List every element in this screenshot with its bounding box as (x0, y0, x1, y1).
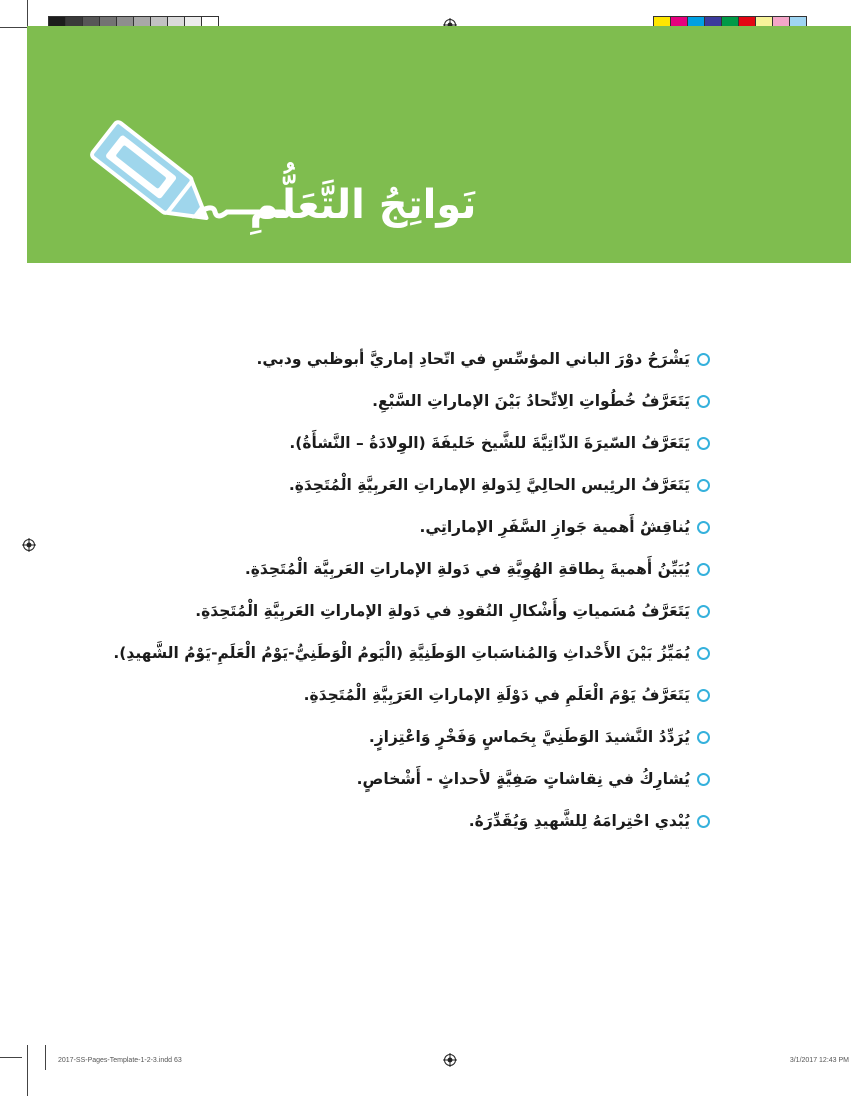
list-item (50, 716, 710, 758)
list-item (50, 338, 710, 380)
circle-bullet-icon (697, 353, 710, 366)
crop-mark (0, 1057, 22, 1058)
list-item (50, 674, 710, 716)
outcome-text: يُرَدِّدُ النَّشيدَ الوَطَنِيَّ بِحَماسٍ وَفَخْرٍ وَاعْتِزازٍ. (368, 728, 690, 746)
list-item (50, 464, 710, 506)
outcome-text: يُمَيِّزُ بَيْنَ الأَحْداثِ وَالمُناسَباتِ الوَطَنِيَّةِ (الْيَومُ الْوَطَنِيُّ-يَوْمُ الْعَلَمِ-يَوْمُ الشَّهيدِ). (113, 644, 690, 662)
outcome-text: يُناقِشُ أَهمية جَوازِ السَّفَرِ الإماراتِي. (419, 518, 690, 536)
circle-bullet-icon (697, 689, 710, 702)
page-title: نَواتِجُ التَّعَلُّمِ (249, 181, 477, 228)
outcome-text: يَتَعَرَّفُ يَوْمَ الْعَلَمِ في دَوْلَةِ الإماراتِ العَرَبِيَّةِ الْمُتَحِدَةِ. (303, 686, 690, 704)
outcome-text: يَتَعَرَّفُ خُطُواتِ الِاتِّحادُ بَيْنَ الإماراتِ السَّبْعِ. (372, 392, 690, 410)
outcome-text: يُشارِكُ في نِقاشاتٍ صَفِيَّةٍ لأحداثٍ - أَشْخاصٍ. (356, 770, 690, 788)
list-item (50, 380, 710, 422)
file-slug: 2017-SS-Pages-Template-1-2-3.indd 63 (58, 1057, 182, 1064)
circle-bullet-icon (697, 731, 710, 744)
list-item (50, 422, 710, 464)
circle-bullet-icon (697, 563, 710, 576)
list-item (50, 548, 710, 590)
circle-bullet-icon (697, 437, 710, 450)
list-item (50, 590, 710, 632)
circle-bullet-icon (697, 605, 710, 618)
registration-mark-icon (443, 1053, 457, 1067)
circle-bullet-icon (697, 773, 710, 786)
outcome-text: يَتَعَرَّفُ مُسَمياتِ وأَشْكالِ النُقودِ في دَولةِ الإماراتِ العَربِيَّةِ الْمُتَحِدَةِ. (195, 602, 690, 620)
circle-bullet-icon (697, 479, 710, 492)
outcome-text: يَتَعَرَّفُ الرئِيس الحالِيَّ لِدَولةِ الإماراتِ العَربِيَّةِ الْمُتَحِدَةِ. (288, 476, 690, 494)
crop-mark (27, 1045, 28, 1096)
outcome-text: يُبْدي احْتِرامَهُ لِلشَّهيدِ وَيُقَدِّرَهُ. (468, 812, 690, 830)
list-item (50, 800, 710, 842)
list-item (50, 506, 710, 548)
date-slug: 3/1/2017 12:43 PM (789, 1057, 849, 1064)
learning-outcomes-list (50, 338, 710, 842)
outcome-text: يُبَيِّنُ أَهميةَ بِطاقةِ الهُوِيَّةِ في دَولةِ الإماراتِ العَربِيَّة الْمُتَحِدَةِ. (244, 560, 690, 578)
circle-bullet-icon (697, 521, 710, 534)
outcome-text: يَشْرَحُ دوْرَ الباني المؤسِّسِ في اتّحادِ إماريَّ أبوظبي ودبي. (256, 350, 690, 368)
crop-mark (45, 1045, 46, 1070)
list-item (50, 758, 710, 800)
outcome-text: يَتَعَرَّفُ السّيرَةَ الذّاتِيَّةَ للشَّيخ خَليفَةَ (الوِلادَةُ – النَّشأَةُ). (289, 434, 690, 452)
registration-mark-icon (22, 538, 36, 552)
list-item (50, 632, 710, 674)
circle-bullet-icon (697, 395, 710, 408)
circle-bullet-icon (697, 647, 710, 660)
circle-bullet-icon (697, 815, 710, 828)
